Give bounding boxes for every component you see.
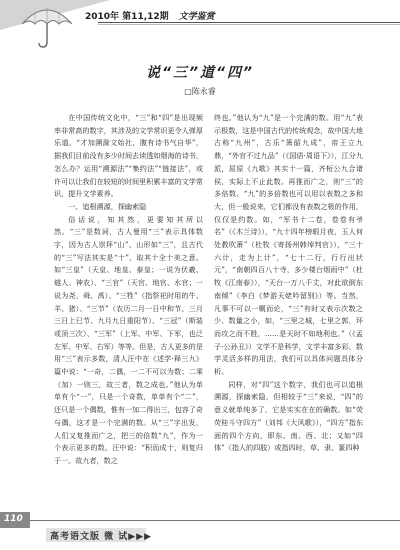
footer-rule bbox=[30, 520, 400, 521]
section-heading: 一、追根溯源，探幽索隐 bbox=[68, 201, 147, 211]
paragraph: 同样，对“四”这个数字，我们也可以追根溯源，探幽索隐，但相较于“三”来说，“四”的意义就单纯多了，它是实实在在的确数。如“荧荧桂斗守四方”（刘邦《大风歌》），“四方”指东面的四个方向，即东、南、西、北；又如“四体”（指人的四肢）或指四时，草、隶、篆四种 bbox=[214, 379, 363, 453]
left-column bbox=[54, 112, 203, 514]
magazine-name: 高考语文版 微 试▶▶▶ bbox=[50, 532, 153, 542]
header-rule-thin bbox=[98, 24, 400, 25]
umbrella-icon bbox=[18, 2, 76, 50]
page-number: 110 bbox=[4, 514, 23, 524]
paragraph: 终也。”他认为“九”是一个完满的数。用“九”表示极数，这是中国古代的传统观念，故中国大地古称“九州”，古乐“箫韶九成”，帝王立九鼎，“外官不过九品”（《国语·周语下》），江分九派，屈原《九歌》其实十一篇，齐桓公九合诸侯，实际上不止此数。再推而广之，则“三”的多倍数、“九”的多倍数也可以用以表数之多和大，但一般说来，它们都没有表数之极的作用，仅仅是约数。如，“军书十二卷，卷卷有爷名”（《木兰诗》），“九十四年榜眼月夜，玉人何处教吹箫”（杜牧《寄扬州韩绰判官》），“三十六计，走为上计”，“七十二行，行行出状元”，“南朝四百八十寺，多少楼台烟雨中”（杜牧《江南春》），“天台一万八千丈，对此欲倒东南倾”（李白《梦游天姥吟留别》）等。当然，凡事不可以一概而论，“三”有时又表示次数之少、数量之小，如，“三里之城，七里之郭，环而攻之而不胜，……是天时不如地利也。”（《孟子·公孙丑》）文学不是科学，文学丰富多彩，数学灵活多样的用法，我们可以具体问题具体分析。 bbox=[214, 113, 363, 377]
column-label: 文学鉴赏 bbox=[178, 12, 215, 22]
header-rule bbox=[98, 22, 400, 23]
paragraph: 俗话说，知其然，更要知其所以然。“三”是数词，古人曼用“三”表示具体数字，因为古人崇拜“山”、山形如“三”，且古代的“三”写法其实是“十”，取其十全十美之意。如“三皇”（天皇、地皇、泰皇；一说为伏羲、燧人、神农）、“三官”（天官、地官、水官；一说为尧、舜、禹）、“三牲”（指祭祀时用的牛、羊、猪）、“三节”（农历二月一日中和节、三月三日上巳节、九月九日重阳节）、“三冠”（斯装或顶三次）、“三军”（上军、中军、下军，也泛左军、中军、右军）等等。但是，古人更多的是用“三”表示多数，清人汪中在《述学·释三九》篇中说：“一奇，二偶，一二不可以为数；二乘（加）一则三，故三者，数之成也。”他认为单单有个“一”，只是一个奇数，单单有个“二”，还只是一个偶数，惟有一加二得出三，包容了奇与偶，这才是一个完满的数。从“三”字出发，人们又复推而广之，把三的倍数“九”，作为一个表示更多的数。汪中说：“积而成十，则复归于一。故九者，数之 bbox=[54, 214, 203, 465]
issue-label: 2010年 第11,12期 bbox=[85, 12, 169, 22]
article-author: □陈永睿 bbox=[184, 87, 216, 96]
paragraph: 在中国传统文化中，“三”和“四”是出现频率非常高的数字，其涉及的文学常识更令人弹厚乐道。“才加溯滁文始社，腹有诗书气自华”，据我们目前没有多少时间去读透如烟海的诗书，怎么办？运用“溯源法”“集约法”“链接法”，或许可以让我们在较短的时间里积累丰富的文学常识，提升文学素养。 bbox=[54, 113, 203, 199]
page-header bbox=[0, 0, 400, 62]
article-title: 说“三”道“四” bbox=[145, 65, 255, 81]
header-issue-line bbox=[85, 9, 215, 22]
right-column bbox=[214, 112, 363, 514]
